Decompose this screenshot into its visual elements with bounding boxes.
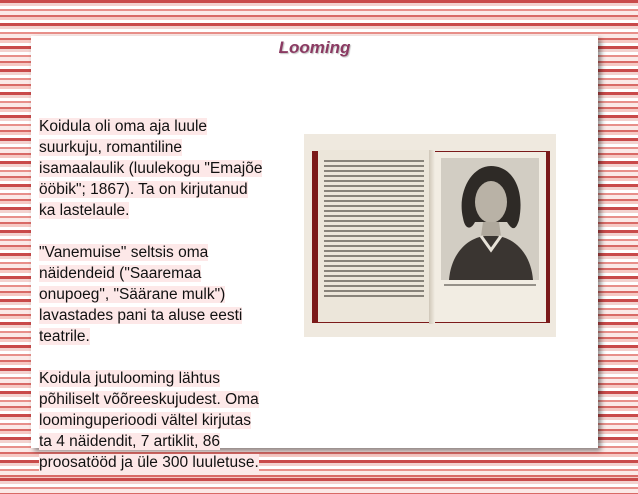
portrait-caption-line — [444, 284, 536, 286]
text-line: Koidula oli oma aja luule — [39, 118, 208, 135]
portrait-image — [441, 158, 539, 280]
text-line: "Vanemuise" seltsis oma — [39, 244, 209, 261]
portrait-drawing — [441, 158, 539, 280]
book-photo — [304, 134, 556, 337]
text-line: lavastades pani ta aluse eesti — [39, 307, 243, 324]
paragraph-1 — [39, 116, 279, 221]
text-line: ööbik"; 1867). Ta on kirjutanud — [39, 181, 248, 198]
paragraph-3 — [39, 368, 279, 473]
text-line: ka lastelaule. — [39, 202, 130, 219]
text-line: näidendeid ("Saaremaa — [39, 265, 202, 282]
text-line: ta 4 näidendit, 7 artiklit, 86 — [39, 433, 220, 450]
paragraph-2 — [39, 242, 279, 347]
text-line: Koidula jutulooming lähtus — [39, 370, 220, 387]
text-line: suurkuju, romantiline — [39, 139, 183, 156]
text-line: onupoeg", "Säärane mulk") — [39, 286, 226, 303]
text-line: põhiliselt võõreeskujudest. Oma — [39, 391, 259, 408]
slide — [31, 36, 598, 471]
text-line: loominguperioodi vältel kirjutas — [39, 412, 251, 429]
text-line: proosatööd ja üle 300 luuletuse. — [39, 454, 259, 471]
text-line: isamaalaulik (luulekogu "Emajõe — [39, 160, 263, 177]
text-line: teatrile. — [39, 328, 90, 345]
book-spine — [429, 150, 435, 324]
slide-title: Looming — [278, 38, 351, 57]
book-text-lines — [324, 160, 424, 300]
slide-body-text — [39, 116, 279, 494]
